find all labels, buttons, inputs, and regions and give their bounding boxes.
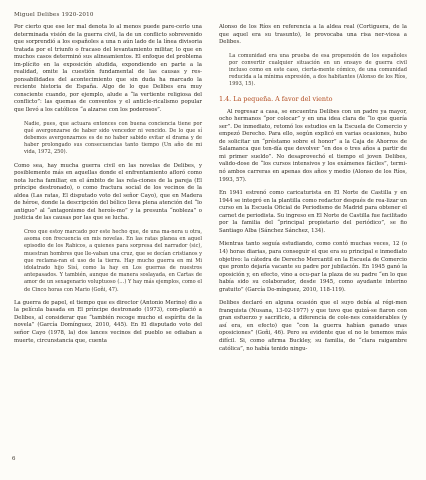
left-column [14,24,202,351]
right-column [219,24,407,359]
block-quote: Creo que estoy marcado por este hecho que, de una ma-nera u otra, asoma con frecuencia en mis novelas. En las ratas planea en aquel episodio de los Rabicos, a quienes para sorpresa del narrador (sic), muestran hombres que lle-vaban una cruz, que se decían cristianos y que reclama-ran el uso de la tierra. Hay mucho guerra en mi Mi idolatrado hijo Sisí, como la hay en Los guerras de nuestros antepasados. Y también, aunque de manera soslayada, en Cartas de amor de un sexagenario voluptuoso (…) Y hay más ejemplos, como el de Cinco horas con Mario (Goñi, 47). [24,228,202,293]
paragraph: En 1941 estrenó como caricaturista en El Norte de Castilla y en 1944 se integró en la plantilla como redactor después de rea-lizar un curso en la Escuela Oficial de Periodismo de Madrid para obtener el carnet de periodista. Su ingreso en El Norte de Castilla fue facilitado por la familia del “principal propietario del periódico”, se fio Santiago Alba (Sánchez Sánchez, 134). [219,190,407,234]
running-head: Miguel Delibes 1920-2010 [14,12,94,18]
paragraph: Como sea, hay mucha guerra civil en las novelas de Delibes, y posiblemente más en aquellas donde el enfrentamiento afloró como nota lucha familiar, en el ámbito de las rela-ciones de la pareja (El príncipe destronado), o como fractura social de los vecinos de la aldea (Las ratas, El disputado voto del señor Cayo), que en Madera de héroe, donde la descripción del bélico lleva plena atención del “lo antiguo” al “antagonismo del heroís-mo” y la presunta “nobleza” o justicia de las causas por las que se lucha. [14,162,202,222]
paragraph: Alonso de los Ríos en referencia a la aldea real (Cortiguera, de la que aquel era su trasunto), le provocaba una risa ner-viosa a Delibes. [219,24,407,46]
paragraph: Mientras tanto seguía estudiando, como contó muchas veces, 12 (o 14) horas diarias, para conseguir el que era su principal e inmediato objetivo: la cátedra de Derecho Mercantil en la Escuela de Comercio que pronto dejaría vacante su padre por jubilación. En 1945 ganó la oposición y, en efecto, vino a ocu-par la plaza de su padre “en lo que había sido su colaborador, desde 1945, como ayudante interino gratuito” (García Do-mínguez, 2010, 118-119). [219,241,407,293]
block-quote: La comunidad era una prueba de esa propensión de los españoles por convertir cualquier situación en un ensayo de guerra civil incluso como en este caso, cierta-mente cómico, de una comunidad reducida a la mínima expresión, a dos habitantes (Alonso de los Ríos, 1993, 15). [229,52,407,88]
paragraph: Por cierto que ese ler mal denota lo al menos puede pare-cerlo una determinada visión de la guerra civil, la de un conflicto sobrevenido que sorprendió a los españoles a una n aún lado de la línea divisoria tratada por el triunfo o fracaso del levantamiento militar, lo que en muchos casos determinó sus alineamientos. El enfoque del problema im-plícito en la exposición aludida, expondiendo en parte a la realidad, omite la cuestión fundamental de las causas y res-ponsabilidades del acontecimiento que sin duda ha marcado la reciente historia de España. Algo de lo que Delibes era muy consciente cuando, por ejemplo, alude a “la vertiente religiosa del conflicto”: las quemas de conventos y el anticle-ricalismo popular que llevó a los católicos “a alzarse con los poderosos”. [14,24,202,114]
block-quote: Nadie, pues, que actuara entonces con buena conciencia tiene por qué avergonzarse de haber sido vencedor ni vencido. De lo que sí debemos avergonzarnos es de no haber sabido evitar el drama y de haber prolongado sus consecuencias tanto tiempo (Un año de mi vida, 1972, 250). [24,120,202,156]
page-number: 6 [12,456,16,462]
section-heading: 1.4. La pequeña. A favor del viento [219,94,333,103]
paragraph: Delibes declaró en alguna ocasión que el suyo debía al régi-men franquista (Nusana, 13-02-1977) y que tuvo que quizá-se fiaron con gran esfuerzo y sacrificio, a diferencia de cole-nes considerables (y así era, en efecto) que “con la guerra habían ganado unas oposiciones” (Goñi, 46). Pero su evidente que el no le tenemos más difícil. Si, como afirma Buckley, su familia, de “clara raigambre católica”, no había tenido ningu- [219,300,407,352]
paragraph: Al regresar a casa, se encuentra Delibes con un padre ya mayor, ocho hermanos “por colocar” y en una idea clara de “lo que quería ser”. De inmediato, retomó los estudios en la Escuela de Comercio y empezó Derecho. Para ello, según explicó en varias ocasiones, hubo de solicitar un “préstamo sobre el honor” a la Caja de Ahorros de Salamanca que ten-día que devolver “en dos o tres años a partir de mi primer sueldo”. No desaprovechó el tiempo el joven Delibes, valido-dose de “los cursos intensivos y los exámenes fáciles”, termi-nó ambos carreras en apenas dos años y medio (Alonso de los Ríos, 1993, 57). [219,108,407,183]
paragraph: La guerra de papel, el tiempo que es director (Antonio Merino) dio a la película basada en El príncipe destronado (1973), com-plació a Delibes, al considerar que “también recoge mucho el espíritu de la novela” (García Domínguez, 2010, 445). En El disputado voto del señor Cayo (1978, la) dos lances vecinos del pueblo se odiaban a muerte, circunstancia que, cuenta [14,299,202,344]
